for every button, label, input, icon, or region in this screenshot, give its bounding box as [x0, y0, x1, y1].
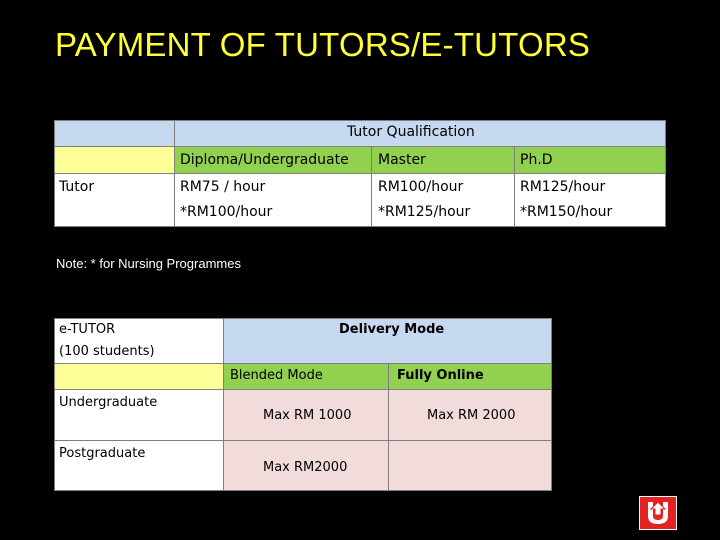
postgraduate-online-cell	[388, 440, 552, 491]
row-label-postgraduate: Postgraduate	[59, 446, 146, 461]
column-header-master-label: Master	[378, 152, 426, 168]
row-label-undergraduate: Undergraduate	[59, 395, 158, 410]
column-header-diploma-label: Diploma/Undergraduate	[180, 152, 349, 168]
rate-master-nursing: *RM125/hour	[378, 204, 471, 220]
postgraduate-blended-value: Max RM2000	[263, 460, 348, 475]
rate-master-standard: RM100/hour	[378, 179, 464, 195]
nursing-note: Note: * for Nursing Programmes	[56, 256, 241, 271]
delivery-mode-header-label: Delivery Mode	[339, 322, 445, 337]
university-logo-icon	[639, 496, 677, 530]
rate-diploma-standard: RM75 / hour	[180, 179, 266, 195]
undergraduate-online-value: Max RM 2000	[427, 408, 516, 423]
etutor-label: e-TUTOR	[59, 322, 116, 337]
rate-diploma-nursing: *RM100/hour	[180, 204, 273, 220]
tutor-table-header-label: Tutor Qualification	[347, 124, 475, 140]
etutor-blank-cell	[54, 363, 224, 390]
rate-phd-nursing: *RM150/hour	[520, 204, 613, 220]
page-title: PAYMENT OF TUTORS/E-TUTORS	[55, 26, 591, 63]
column-header-online-label: Fully Online	[397, 368, 484, 383]
rate-phd-standard: RM125/hour	[520, 179, 606, 195]
etutor-student-count: (100 students)	[59, 344, 155, 359]
tutor-table-blank-cell	[54, 146, 175, 174]
tutor-table-corner	[54, 120, 175, 147]
column-header-blended-label: Blended Mode	[230, 368, 323, 383]
column-header-phd-label: Ph.D	[520, 152, 553, 168]
row-label-tutor: Tutor	[59, 179, 95, 195]
undergraduate-blended-value: Max RM 1000	[263, 408, 352, 423]
